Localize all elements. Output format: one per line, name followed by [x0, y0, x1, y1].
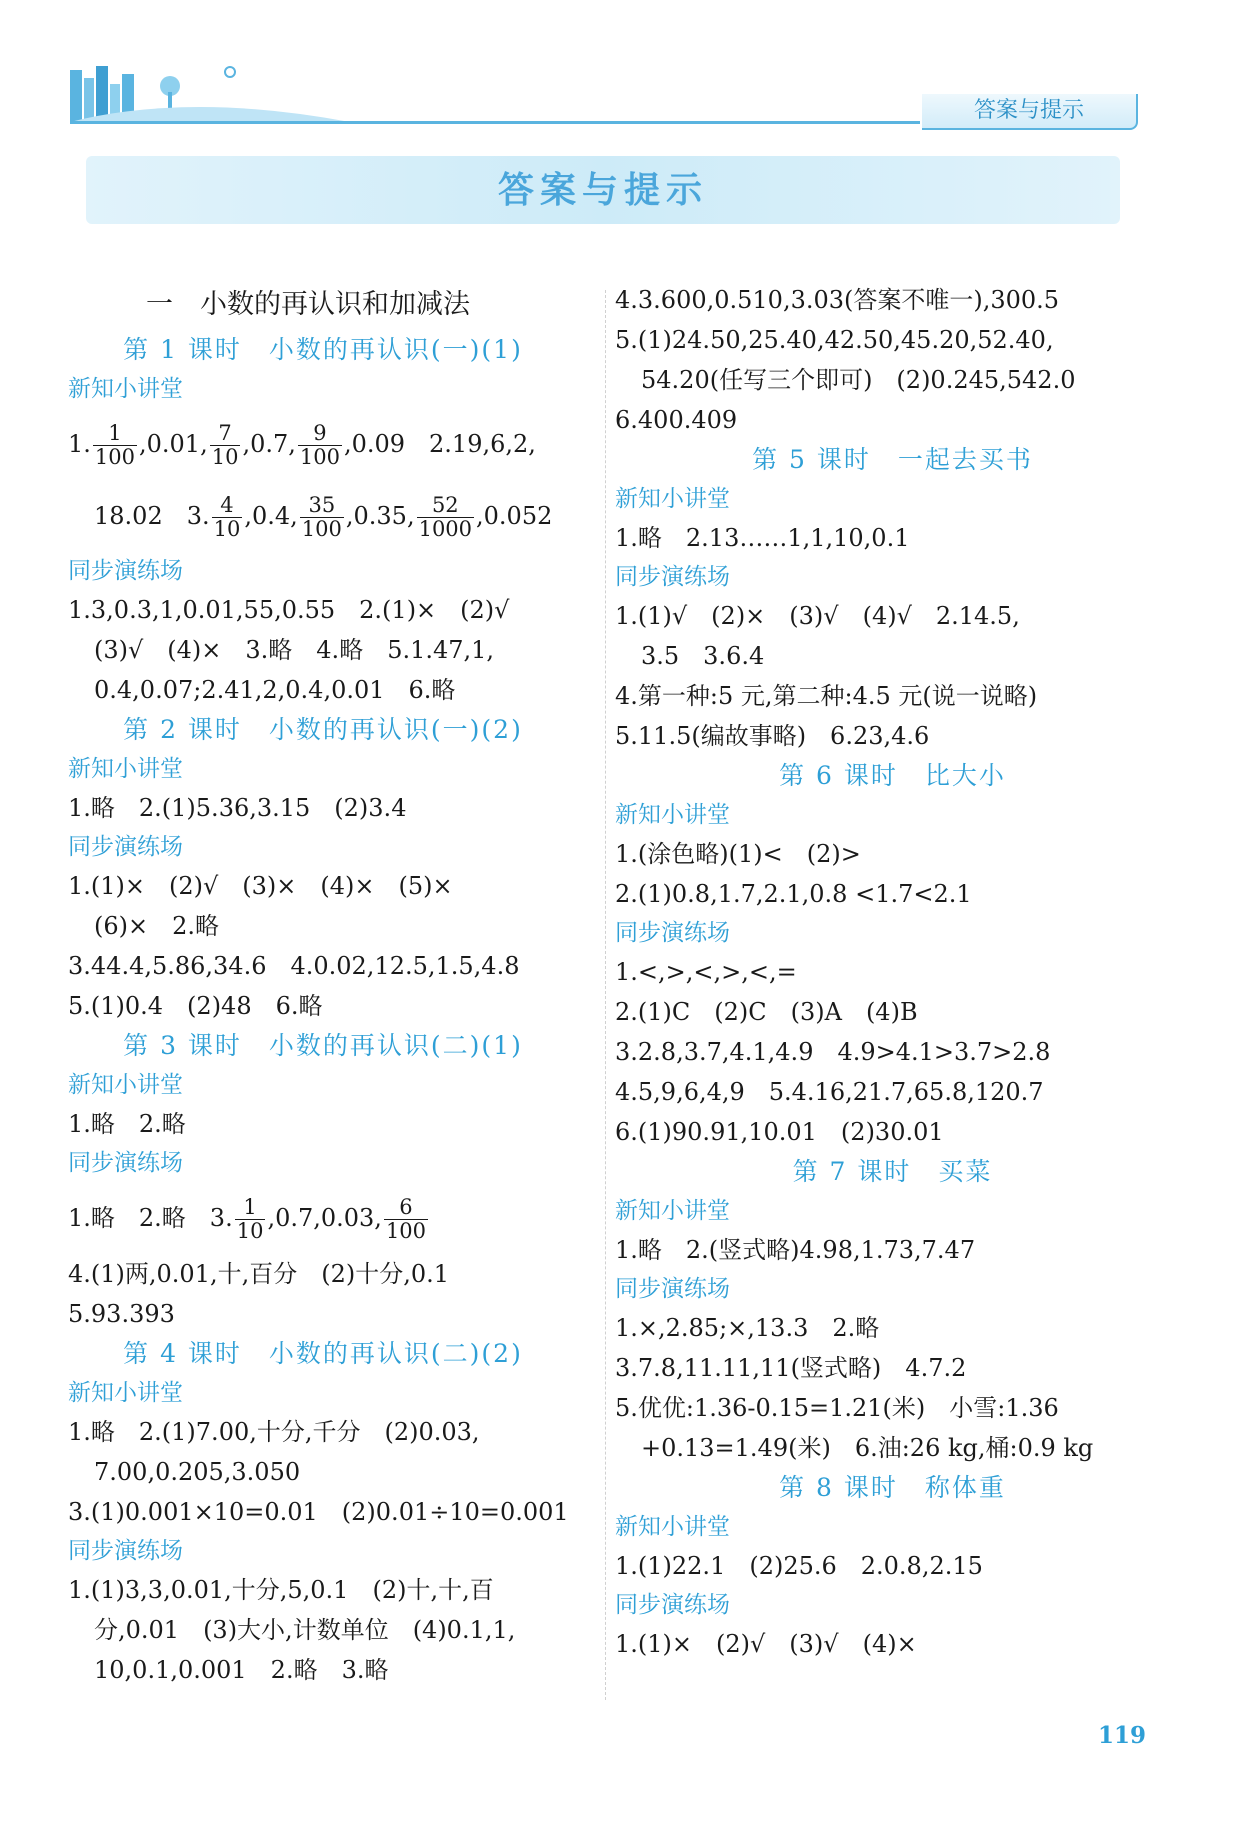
answer-line: 分,0.01 (3)大小,计数单位 (4)0.1,1,	[94, 1616, 516, 1644]
left-column	[68, 280, 598, 1690]
section-heading: 同步演练场	[615, 1592, 730, 1618]
answer-line: 6.(1)90.91,10.01 (2)30.01	[615, 1118, 944, 1146]
answer-line: 4.3.600,0.510,3.03(答案不唯一),300.5	[615, 286, 1060, 314]
answer-line: 1.略 2.(1)5.36,3.15 (2)3.4	[68, 794, 407, 822]
answer-line: 5.11.5(编故事略) 6.23,4.6	[615, 722, 930, 750]
answer-line: 3.5 3.6.4	[641, 642, 765, 670]
answer-line: 1.3,0.3,1,0.01,55,0.55 2.(1)× (2)√	[68, 596, 510, 624]
page-title: 答案与提示	[497, 169, 708, 211]
answer-line: 0.4,0.07;2.41,2,0.4,0.01 6.略	[94, 676, 456, 704]
section-heading: 同步演练场	[68, 834, 183, 860]
answer-line: 6.400.409	[615, 406, 738, 434]
answer-text: 18.02 3.	[94, 502, 210, 530]
denominator: 100	[301, 517, 342, 541]
lesson-title: 第 3 课时 小数的再认识(二)(1)	[123, 1031, 523, 1060]
answer-line: 5.(1)0.4 (2)48 6.略	[68, 992, 323, 1020]
lesson-title: 第 5 课时 一起去买书	[752, 445, 1033, 474]
right-column	[615, 280, 1170, 1664]
lesson-title: 第 2 课时 小数的再认识(一)(2)	[123, 715, 523, 744]
section-heading: 新知小讲堂	[68, 1380, 183, 1406]
answer-line: 7.00,0.205,3.050	[94, 1458, 301, 1486]
lesson-title: 第 1 课时 小数的再认识(一)(1)	[123, 335, 523, 364]
fraction	[210, 422, 241, 469]
denominator: 10	[211, 445, 239, 469]
answer-line: 1.(1)22.1 (2)25.6 2.0.8,2.15	[615, 1552, 983, 1580]
answer-line: 1.略 2.(竖式略)4.98,1.73,7.47	[615, 1236, 976, 1264]
numerator: 52	[417, 494, 474, 518]
header-skyline-illustration	[70, 62, 350, 126]
denominator: 1000	[418, 517, 473, 541]
numerator: 1	[93, 422, 137, 446]
answer-line: 3.2.8,3.7,4.1,4.9 4.9>4.1>3.7>2.8	[615, 1038, 1051, 1066]
section-heading: 同步演练场	[615, 920, 730, 946]
answer-line: 5.优优:1.36-0.15=1.21(米) 小雪:1.36	[615, 1394, 1059, 1422]
section-heading: 同步演练场	[615, 1276, 730, 1302]
lesson-title: 第 7 课时 买菜	[792, 1157, 993, 1186]
header-rule	[70, 121, 920, 124]
answer-line	[68, 1182, 598, 1254]
answer-line: 1.(1)× (2)√ (3)× (4)× (5)×	[68, 872, 453, 900]
answer-line: 1.×,2.85;×,13.3 2.略	[615, 1314, 880, 1342]
header-tag: 答案与提示	[922, 94, 1138, 130]
section-heading: 新知小讲堂	[68, 1072, 183, 1098]
answer-line: (3)√ (4)× 3.略 4.略 5.1.47,1,	[94, 636, 495, 664]
numerator: 1	[235, 1196, 266, 1220]
numerator: 4	[212, 494, 243, 518]
answer-line: 5.(1)24.50,25.40,42.50,45.20,52.40,	[615, 326, 1054, 354]
answer-line: 4.第一种:5 元,第二种:4.5 元(说一说略)	[615, 682, 1038, 710]
answer-text: 1.略 2.略 3.	[68, 1204, 233, 1232]
answer-text: 1.	[68, 430, 91, 458]
fraction	[417, 494, 474, 541]
denominator: 100	[299, 445, 340, 469]
answer-line: 1.略 2.略	[68, 1110, 186, 1138]
lesson-title: 第 4 课时 小数的再认识(二)(2)	[123, 1339, 523, 1368]
answer-text: ,0.35,	[345, 502, 415, 530]
section-heading: 同步演练场	[68, 558, 183, 584]
answer-line	[68, 408, 598, 480]
numerator: 7	[210, 422, 241, 446]
answer-text: ,0.7,0.03,	[267, 1204, 382, 1232]
answer-line: (6)× 2.略	[94, 912, 220, 940]
answer-text: ,0.01,	[139, 430, 208, 458]
answer-line: 5.93.393	[68, 1300, 175, 1328]
answer-line: 1.(1)√ (2)× (3)√ (4)√ 2.14.5,	[615, 602, 1020, 630]
page-banner	[86, 156, 1120, 224]
denominator: 10	[213, 517, 241, 541]
answer-text: ,0.09 2.19,6,2,	[343, 430, 536, 458]
unit-title: 一 小数的再认识和加减法	[146, 289, 470, 320]
answer-text: ,0.4,	[244, 502, 298, 530]
answer-line: 3.7.8,11.11,11(竖式略) 4.7.2	[615, 1354, 967, 1382]
section-heading: 新知小讲堂	[68, 376, 183, 402]
numerator: 6	[384, 1196, 428, 1220]
section-heading: 同步演练场	[68, 1538, 183, 1564]
section-heading: 同步演练场	[615, 564, 730, 590]
answer-line: 3.(1)0.001×10=0.01 (2)0.01÷10=0.001	[68, 1498, 569, 1526]
lesson-title: 第 6 课时 比大小	[779, 761, 1006, 790]
fraction	[93, 422, 137, 469]
section-heading: 新知小讲堂	[615, 486, 730, 512]
denominator: 100	[385, 1219, 427, 1243]
answer-line: 1.(1)3,3,0.01,十分,5,0.1 (2)十,十,百	[68, 1576, 494, 1604]
denominator: 100	[94, 445, 135, 469]
answer-line: 4.5,9,6,4,9 5.4.16,21.7,65.8,120.7	[615, 1078, 1044, 1106]
page-number: 119	[1098, 1722, 1147, 1749]
answer-line: 1.<,>,<,>,<,=	[615, 958, 797, 986]
numerator: 35	[300, 494, 344, 518]
answer-line: 1.略 2.(1)7.00,十分,千分 (2)0.03,	[68, 1418, 480, 1446]
fraction	[235, 1196, 266, 1243]
denominator: 10	[236, 1219, 264, 1243]
answer-line: 4.(1)两,0.01,十,百分 (2)十分,0.1	[68, 1260, 450, 1288]
answer-line: 54.20(任写三个即可) (2)0.245,542.0	[641, 366, 1076, 394]
answer-line: 2.(1)0.8,1.7,2.1,0.8 <1.7<2.1	[615, 880, 972, 908]
answer-line: 1.(涂色略)(1)< (2)>	[615, 840, 861, 868]
column-divider	[605, 290, 606, 1700]
section-heading: 新知小讲堂	[615, 1198, 730, 1224]
answer-line: 2.(1)C (2)C (3)A (4)B	[615, 998, 918, 1026]
section-heading: 新知小讲堂	[615, 1514, 730, 1540]
answer-line: 3.44.4,5.86,34.6 4.0.02,12.5,1.5,4.8	[68, 952, 520, 980]
answer-line: 1.(1)× (2)√ (3)√ (4)×	[615, 1630, 917, 1658]
answer-line: +0.13=1.49(米) 6.油:26 kg,桶:0.9 kg	[641, 1434, 1094, 1462]
section-heading: 同步演练场	[68, 1150, 183, 1176]
fraction	[212, 494, 243, 541]
answer-line	[68, 480, 598, 552]
fraction	[384, 1196, 428, 1243]
numerator: 9	[298, 422, 342, 446]
section-heading: 新知小讲堂	[615, 802, 730, 828]
lesson-title: 第 8 课时 称体重	[779, 1473, 1006, 1502]
answer-text: ,0.7,	[242, 430, 296, 458]
answer-line: 10,0.1,0.001 2.略 3.略	[94, 1656, 389, 1684]
section-heading: 新知小讲堂	[68, 756, 183, 782]
answer-text: ,0.052	[476, 502, 553, 530]
answer-line: 1.略 2.13……1,1,10,0.1	[615, 524, 910, 552]
fraction	[298, 422, 342, 469]
fraction	[300, 494, 344, 541]
